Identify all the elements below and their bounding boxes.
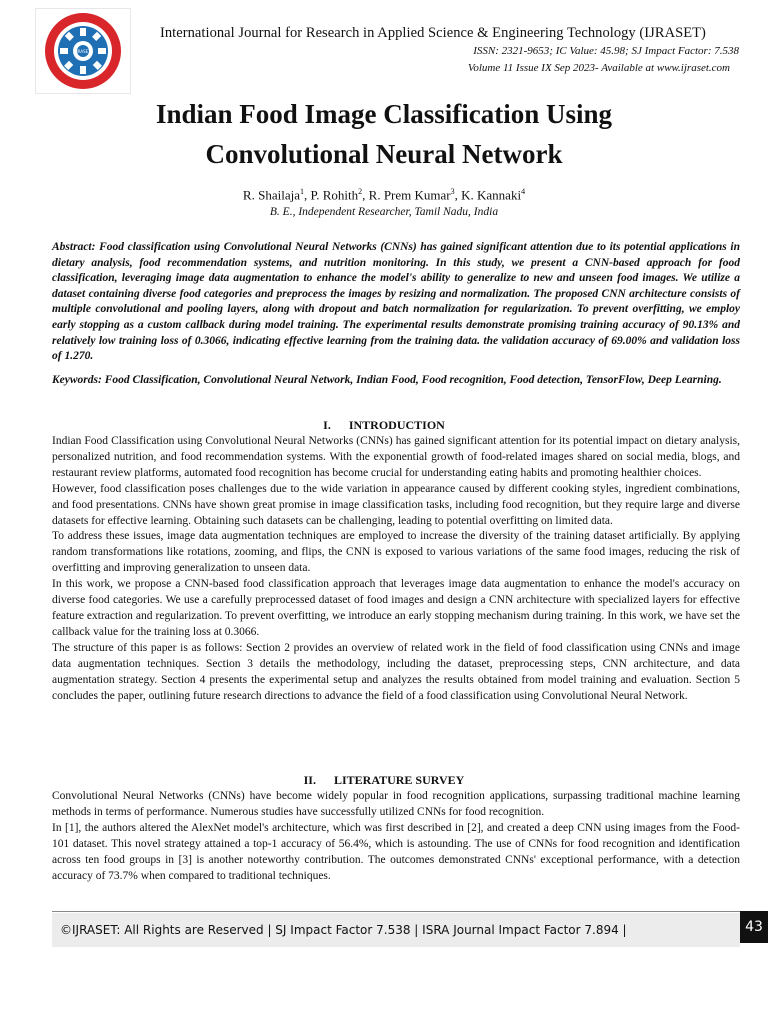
section-body-introduction bbox=[52, 434, 740, 704]
page-footer bbox=[52, 913, 740, 947]
paper-title bbox=[0, 94, 768, 174]
journal-issn: ISSN: 2321-9653; IC Value: 45.98; SJ Impact Factor: 7.538 bbox=[473, 45, 739, 57]
author-separator: , bbox=[362, 187, 369, 203]
section-number: I. bbox=[323, 418, 331, 432]
section-body-literature-survey bbox=[52, 789, 740, 884]
page-number: 43 bbox=[740, 911, 768, 943]
author-name: R. Shailaja bbox=[242, 187, 300, 203]
paper-title-line2: Convolutional Neural Network bbox=[205, 139, 563, 169]
paragraph: In [1], the authors altered the AlexNet model's architecture, which was first described in [2], and created a deep CNN using images from the Food-101 dataset. This novel strategy attained a top-1 accuracy of 56.4%, which is astounding. The use of CNNs for food recognition and identification across ten food groups in [3] is another noteworthy contribution. The outcomes demonstrated CNNs' exceptional performance, with a detection accuracy of 73.7% when compared to traditional techniques. bbox=[52, 821, 740, 882]
abstract: Abstract: Food classification using Convolutional Neural Networks (CNNs) has gained significant attention due to its potential applications in dietary analysis, food recommendation systems, and nutrition monitoring. In this study, we present a CNN-based approach for food classification, leveraging image data augmentation to enhance the model's ability to generalize to new and unseen food images. We utilize a dataset containing diverse food categories and preprocess the images by resizing and normalization. The proposed CNN architecture consists of multiple convolutional and pooling layers, along with dropout and batch normalization for regularization. To prevent overfitting, we employ early stopping as a custom callback during model training. The experimental results demonstrate promising training accuracy of 90.13% and relatively low training loss of 0.3066, indicating effective learning from the training data. the validation accuracy of 69.00% and validation loss of 1.270. bbox=[52, 241, 740, 363]
author-affil-mark: 4 bbox=[521, 187, 526, 196]
section-heading-literature-survey bbox=[0, 773, 768, 788]
author-affil-mark: 3 bbox=[450, 187, 455, 196]
author-affiliation: B. E., Independent Researcher, Tamil Nadu, India bbox=[269, 206, 499, 218]
keywords: Keywords: Food Classification, Convolutional Neural Network, Indian Food, Food recognition, Food detection, TensorFlow, Deep Learning. bbox=[52, 374, 722, 386]
paragraph: Indian Food Classification using Convolutional Neural Networks (CNNs) has gained significant attention for its potential impact on dietary analysis, personalized nutrition, and food recommendation systems. With the exponential growth of food-related images shared on social media, blogs, and restaurant review platforms, automated food recognition has become crucial for understanding eating habits and promoting healthier choices. bbox=[52, 435, 740, 479]
journal-logo bbox=[35, 8, 131, 94]
paragraph: Convolutional Neural Networks (CNNs) have become widely popular in food recognition applications, surpassing traditional machine learning methods in terms of performance. Numerous studies have successfully utilized CNNs for food recognition. bbox=[52, 790, 740, 818]
journal-title: International Journal for Research in Applied Science & Engineering Technology (IJRASET) bbox=[160, 25, 706, 41]
author-affil-mark: 2 bbox=[358, 187, 363, 196]
author-name: P. Rohith bbox=[310, 187, 359, 203]
paragraph: However, food classification poses challenges due to the wide variation in appearance caused by different cooking styles, ingredient combinations, and food presentations. CNNs have shown great promise in image classification tasks, including food recognition, but they require large and diverse datasets for effective learning. Obtaining such datasets can be challenging, leading to potential overfitting on limited data. bbox=[52, 482, 740, 527]
section-title: INTRODUCTION bbox=[348, 418, 445, 432]
paragraph: To address these issues, image data augmentation techniques are employed to increase the diversity of the training dataset artificially. By applying random transformations like rotations, zooming, and flips, the CNN is exposed to various variations of the same food images, reducing the risk of overfitting and improving generalization to unseen data. bbox=[52, 530, 740, 575]
footer-divider bbox=[52, 911, 768, 912]
author-name: R. Prem Kumar bbox=[368, 187, 451, 203]
paragraph: In this work, we propose a CNN-based food classification approach that leverages image data augmentation to enhance the model's accuracy on diverse food categories. We use a carefully preprocessed dataset of food images and design a CNN architecture with specialized layers for effective feature extraction and regularization. To prevent overfitting, we introduce an early stopping mechanism during training. In this work, we have set the callback value for the training loss at 0.3066. bbox=[52, 578, 740, 638]
paragraph: The structure of this paper is as follows: Section 2 provides an overview of related work in the field of food classification using CNNs and image data augmentation techniques. Section 3 details the methodology, including the dataset, preprocessing steps, CNN architecture, and data augmentation strategy. Section 4 presents the experimental setup and analyzes the results obtained from model training and evaluation. Section 5 concludes the paper, outlining future research directions to advance the field of a food classification using Convolutional Neural Network. bbox=[52, 641, 740, 702]
author-list bbox=[0, 187, 768, 203]
logo-center-text: IJRASET bbox=[75, 49, 91, 54]
author-affil-mark: 1 bbox=[299, 187, 304, 196]
paper-title-line1: Indian Food Image Classification Using bbox=[155, 99, 613, 129]
journal-volume: Volume 11 Issue IX Sep 2023- Available at www.ijraset.com bbox=[467, 62, 730, 74]
section-number: II. bbox=[303, 773, 316, 787]
footer-text: ©IJRASET: All Rights are Reserved | SJ Impact Factor 7.538 | ISRA Journal Impact Factor 7.894 | bbox=[60, 923, 627, 937]
section-title: LITERATURE SURVEY bbox=[333, 773, 465, 787]
author-separator: , bbox=[303, 187, 311, 203]
section-heading-introduction bbox=[0, 418, 768, 433]
ijraset-seal-icon bbox=[40, 11, 126, 91]
author-name: K. Kannaki bbox=[461, 187, 522, 203]
author-separator: , bbox=[454, 187, 462, 203]
